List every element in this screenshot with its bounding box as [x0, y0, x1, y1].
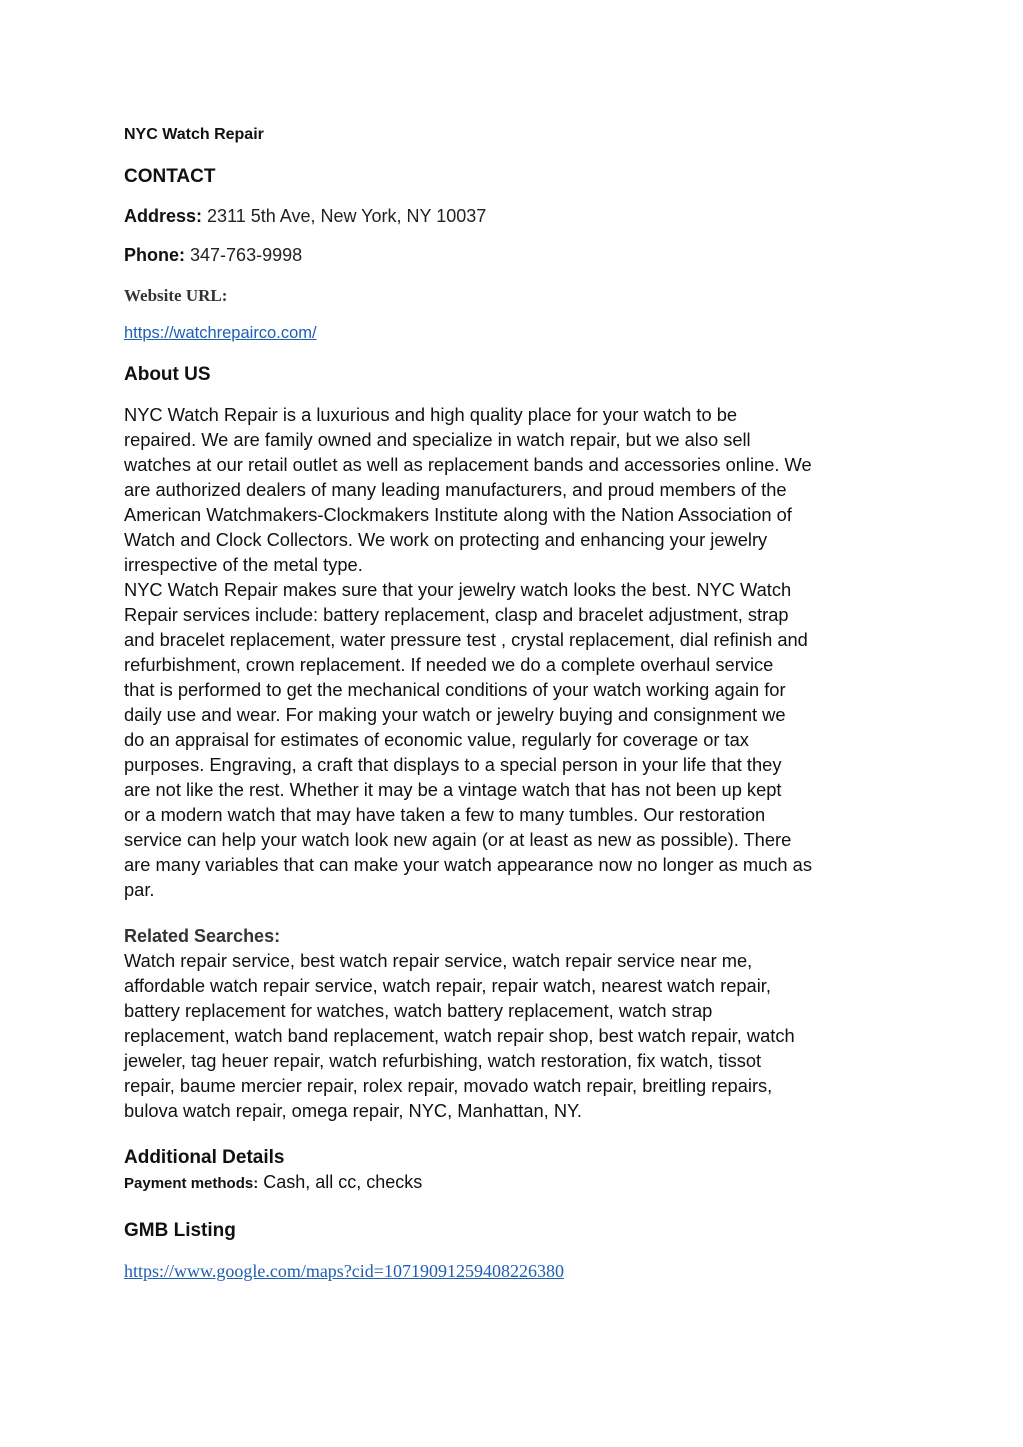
related-line: replacement, watch band replacement, watch repair shop, best watch repair, watch: [124, 1025, 795, 1046]
about-line: daily use and wear. For making your watch or jewelry buying and consignment we: [124, 704, 786, 725]
phone-line: [124, 245, 302, 266]
about-line: do an appraisal for estimates of economic value, regularly for coverage or tax: [124, 729, 749, 750]
about-line: irrespective of the metal type.: [124, 554, 363, 575]
about-paragraph: [124, 402, 914, 902]
about-line: purposes. Engraving, a craft that displays to a special person in your life that they: [124, 754, 782, 775]
related-line: repair, baume mercier repair, rolex repair, movado watch repair, breitling repairs,: [124, 1075, 773, 1096]
about-line: and bracelet replacement, water pressure test , crystal replacement, dial refinish and: [124, 629, 808, 650]
about-line: Watch and Clock Collectors. We work on protecting and enhancing your jewelry: [124, 529, 768, 550]
related-line: Watch repair service, best watch repair service, watch repair service near me,: [124, 950, 753, 971]
additional-details-heading: Additional Details: [124, 1147, 285, 1168]
about-line: or a modern watch that may have taken a few to many tumbles. Our restoration: [124, 804, 766, 825]
website-label: Website URL:: [124, 286, 228, 305]
gmb-listing-link[interactable]: https://www.google.com/maps?cid=10719091259408226380: [124, 1261, 564, 1281]
about-line: repaired. We are family owned and specialize in watch repair, but we also sell: [124, 429, 751, 450]
about-line: service can help your watch look new again (or at least as new as possible). There: [124, 829, 792, 850]
address-value: 2311 5th Ave, New York, NY 10037: [207, 206, 487, 226]
about-line: are many variables that can make your watch appearance now no longer as much as: [124, 854, 812, 875]
website-link[interactable]: https://watchrepairco.com/: [124, 324, 317, 342]
about-line: are authorized dealers of many leading manufacturers, and proud members of the: [124, 479, 787, 500]
related-line: affordable watch repair service, watch repair, repair watch, nearest watch repair,: [124, 975, 771, 996]
payment-methods-label: Payment methods:: [124, 1175, 259, 1192]
about-line: NYC Watch Repair makes sure that your jewelry watch looks the best. NYC Watch: [124, 579, 792, 600]
about-line: American Watchmakers-Clockmakers Institute along with the Nation Association of: [124, 504, 792, 525]
about-line: Repair services include: battery replacement, clasp and bracelet adjustment, strap: [124, 604, 789, 625]
about-line: par.: [124, 879, 155, 900]
payment-methods-value: Cash, all cc, checks: [258, 1172, 423, 1192]
phone-value: 347-763-9998: [190, 245, 303, 265]
gmb-listing-heading: GMB Listing: [124, 1220, 236, 1241]
about-line: NYC Watch Repair is a luxurious and high quality place for your watch to be: [124, 404, 738, 425]
about-line: refurbishment, crown replacement. If needed we do a complete overhaul service: [124, 654, 774, 675]
address-line: [124, 206, 486, 227]
related-searches-heading: Related Searches:: [124, 926, 281, 946]
payment-methods-line: [124, 1172, 422, 1193]
about-line: are not like the rest. Whether it may be a vintage watch that has not been up kept: [124, 779, 782, 800]
about-line: watches at our retail outlet as well as replacement bands and accessories online. We: [124, 454, 812, 475]
about-heading: About US: [124, 364, 211, 385]
phone-label: Phone:: [124, 245, 185, 265]
related-searches-paragraph: [124, 948, 914, 1123]
document-title: NYC Watch Repair: [124, 126, 264, 143]
about-line: that is performed to get the mechanical conditions of your watch working again for: [124, 679, 786, 700]
related-line: battery replacement for watches, watch battery replacement, watch strap: [124, 1000, 713, 1021]
related-line: bulova watch repair, omega repair, NYC, Manhattan, NY.: [124, 1100, 582, 1121]
related-line: jeweler, tag heuer repair, watch refurbishing, watch restoration, fix watch, tissot: [124, 1050, 762, 1071]
address-label: Address:: [124, 206, 203, 226]
contact-heading: CONTACT: [124, 166, 216, 187]
